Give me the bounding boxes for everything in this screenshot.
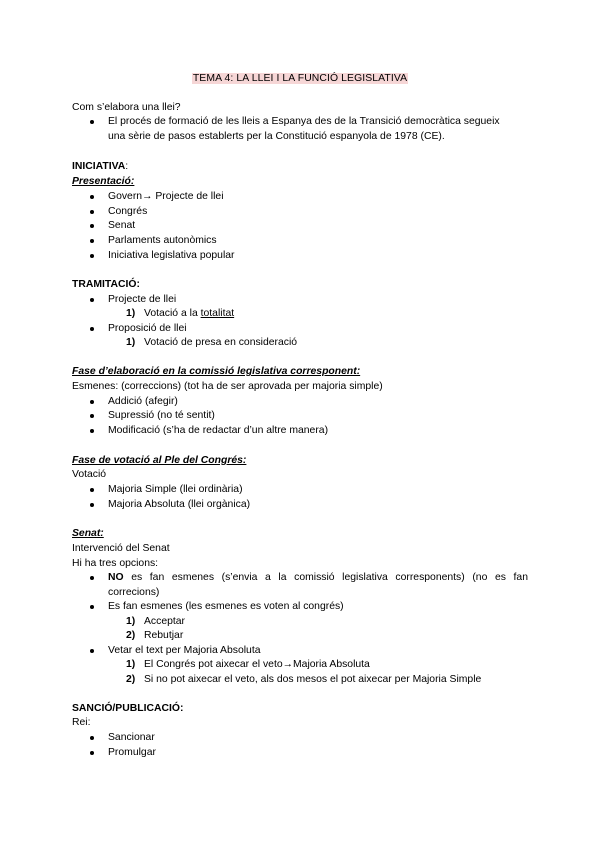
option-text: es fan esmenes (s’envia a la comissió legislativa corresponents) (no es fan <box>123 572 528 583</box>
numbered-item: Votació de presa en consideració <box>144 337 298 348</box>
bullet <box>90 576 94 580</box>
list-number: 1) <box>126 659 136 670</box>
senat-option-1 <box>108 571 528 585</box>
bullet <box>90 224 94 228</box>
bullet <box>90 751 94 755</box>
intro-text-line1: El procés de formació de les lleis a Espanya des de la Transició democràtica segueix <box>108 116 500 127</box>
fase-ple-subheading: Fase de votació al Ple del Congrés: <box>72 455 247 466</box>
list-item: Projecte de llei <box>108 294 177 305</box>
senat-line1: Intervenció del Senat <box>72 543 170 554</box>
sancio-heading: SANCIÓ/PUBLICACIÓ: <box>72 703 184 714</box>
bullet <box>90 414 94 418</box>
senat-option-3: Vetar el text per Majoria Absoluta <box>108 645 261 656</box>
bullet <box>90 649 94 653</box>
list-number: 1) <box>126 337 136 348</box>
iniciativa-heading-text: INICIATIVA <box>72 161 126 172</box>
list-item: Addició (afegir) <box>108 396 178 407</box>
intro-text-line2: una sèrie de pasos establerts per la Constitució espanyola de 1978 (CE). <box>108 131 445 142</box>
tramitacio-heading: TRAMITACIÓ: <box>72 279 140 290</box>
rei-intro: Rei: <box>72 717 91 728</box>
bullet <box>90 488 94 492</box>
list-item: Proposició de llei <box>108 323 187 334</box>
bullet <box>90 429 94 433</box>
esmenes-intro: Esmenes: (correccions) (tot ha de ser aprovada per majoria simple) <box>72 381 383 392</box>
bullet <box>90 210 94 214</box>
bullet <box>90 605 94 609</box>
senat-line2: Hi ha tres opcions: <box>72 558 159 569</box>
list-number: 2) <box>126 674 136 685</box>
bold-no: NO <box>108 572 124 583</box>
fase-comissio-subheading: Fase d’elaboració en la comissió legislativa corresponent: <box>72 366 361 377</box>
bullet <box>90 254 94 258</box>
bullet <box>90 400 94 404</box>
senat-option-1-line2: correcions) <box>108 587 160 598</box>
numbered-item <box>144 307 234 320</box>
numbered-item: Acceptar <box>144 616 186 627</box>
list-item: Majoria Simple (llei ordinària) <box>108 484 243 495</box>
bullet <box>90 736 94 740</box>
numbered-item: Si no pot aixecar el veto, als dos mesos el pot aixecar per Majoria Simple <box>144 674 482 685</box>
list-item: Govern→ Projecte de llei <box>108 191 224 202</box>
bullet <box>90 120 94 124</box>
numbered-item-text: Votació a la <box>144 308 201 319</box>
iniciativa-colon: : <box>125 161 129 172</box>
title-highlight: TEMA 4: LA LLEI I LA FUNCIÓ LEGISLATIVA <box>192 73 408 84</box>
bullet <box>90 239 94 243</box>
intro-question: Com s’elabora una llei? <box>72 102 181 113</box>
presentacio-subheading: Presentació: <box>72 176 135 187</box>
list-item: Promulgar <box>108 747 156 758</box>
list-item: Congrés <box>108 206 148 217</box>
page-title <box>0 73 600 84</box>
senat-subheading: Senat: <box>72 528 104 539</box>
list-item: Sancionar <box>108 732 155 743</box>
list-number: 2) <box>126 630 136 641</box>
list-item: Modificació (s’ha de redactar d’un altre manera) <box>108 425 329 436</box>
list-item: Supressió (no té sentit) <box>108 410 215 421</box>
bullet <box>90 195 94 199</box>
senat-option-2: Es fan esmenes (les esmenes es voten al congrés) <box>108 601 344 612</box>
list-item: Senat <box>108 220 136 231</box>
underlined-word: totalitat <box>200 308 235 319</box>
bullet <box>90 298 94 302</box>
numbered-item: El Congrés pot aixecar el veto→Majoria Absoluta <box>144 659 370 670</box>
iniciativa-heading <box>72 160 128 173</box>
numbered-item: Rebutjar <box>144 630 184 641</box>
votacio-intro: Votació <box>72 469 107 480</box>
list-item: Iniciativa legislativa popular <box>108 250 235 261</box>
list-item: Parlaments autonòmics <box>108 235 217 246</box>
bullet <box>90 503 94 507</box>
list-number: 1) <box>126 616 136 627</box>
list-item: Majoria Absoluta (llei orgànica) <box>108 499 251 510</box>
bullet <box>90 327 94 331</box>
list-number: 1) <box>126 308 136 319</box>
